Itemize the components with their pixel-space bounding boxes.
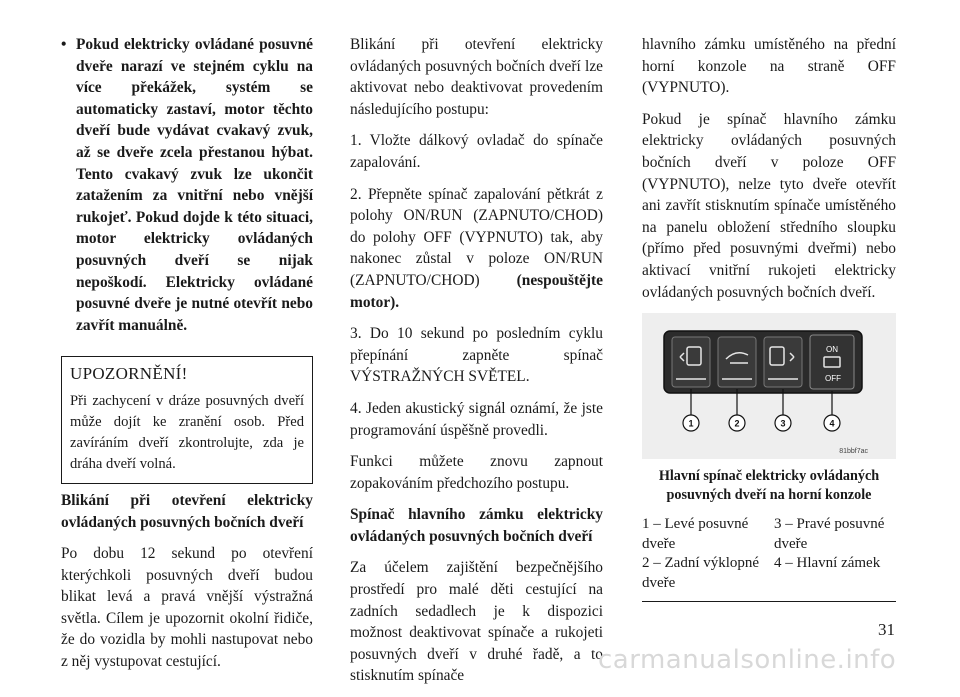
warning-box bbox=[61, 356, 313, 484]
legend-item-2: 2 – Zadní výklopné dveře bbox=[642, 555, 760, 591]
callout-1: 1 bbox=[688, 418, 694, 429]
switch-panel-figure bbox=[642, 313, 896, 459]
step-3: 3. Do 10 sekund po posledním cyklu přepínání zapněte spínač VÝSTRAŽNÝCH SVĚTEL. bbox=[350, 325, 603, 386]
legend-item-3: 3 – Pravé posuvné dveře bbox=[774, 516, 885, 552]
callout-circles bbox=[683, 415, 840, 431]
warning-title: UPOZORNĚNÍ! bbox=[70, 364, 188, 384]
repeat-paragraph: Funkci můžete znovu zapnout zopakováním předchozího postupu. bbox=[350, 453, 603, 492]
bullet-text: Pokud elektricky ovládané posuvné dveře narazí ve stejném cyklu na více překážek, systém se automaticky zastaví, motor těchto dveří bude vydávat cvakavý zvuk, až se dveře zcela přestanou hýbat. Tento cvakavý zvuk lze ukončit zatažením za vnitřní nebo vnější rukojeť. Pokud dojde k této situaci, motor elektricky ovládaných posuvných dveří se nijak nepoškodí. Elektricky ovládané posuvné dveře je nutné otevřít nebo zavřít manuálně. bbox=[76, 36, 313, 334]
page-number: 31 bbox=[878, 620, 895, 639]
figure-caption: Hlavní spínač elektricky ovládaných posuvných dveří na horní konzole bbox=[658, 468, 880, 504]
step-2 bbox=[350, 184, 603, 314]
intro-paragraph: Blikání při otevření elektricky ovládaných posuvných bočních dveří lze aktivovat nebo deaktivovat provedením následujícího postupu: bbox=[350, 36, 603, 118]
left-column bbox=[61, 34, 313, 683]
master-lock-paragraph: Za účelem zajištění bezpečnějšího prostředí pro malé děti cestující na zadních sedadlech je k dispozici možnost deaktivovat spínače a rukojeti posuvných dveří v druhé řadě, a to stisknutím spínače bbox=[350, 559, 603, 685]
section-heading-master-lock: Spínač hlavního zámku elektricky ovládaných posuvných bočních dveří bbox=[350, 506, 603, 545]
middle-column bbox=[350, 34, 603, 697]
figure-code: 81bbf7ac bbox=[839, 448, 868, 456]
bullet-dot: • bbox=[61, 36, 67, 53]
right-column bbox=[642, 34, 896, 602]
step-4: 4. Jeden akustický signál oznámí, že jste programování úspěšně provedli. bbox=[350, 399, 603, 439]
step-2-text: 2. Přepněte spínač zapalování pětkrát z polohy ON/RUN (ZAPNUTO/CHOD) do polohy OFF (VYPNUTO) tak, aby nakonec zůstal v poloze ON/RUN (ZAPNUTO/CHOD) bbox=[350, 185, 603, 289]
section-heading-flash: Blikání při otevření elektricky ovládaných posuvných bočních dveří bbox=[61, 491, 313, 531]
callout-4: 4 bbox=[829, 418, 835, 429]
watermark: carmanualsonline.info bbox=[598, 645, 897, 675]
legend-divider bbox=[642, 601, 896, 602]
on-label: ON bbox=[826, 345, 838, 355]
callout-2: 2 bbox=[734, 418, 740, 429]
legend-item-4: 4 – Hlavní zámek bbox=[774, 555, 881, 572]
master-off-paragraph: Pokud je spínač hlavního zámku elektricky ovládaných posuvných bočních dveří v poloze OFF (VYPNUTO), nelze tyto dveře otevřít ani zavřít stisknutím spínače umístěného na panelu obložení středního sloupku (přímo před posuvnými dveřmi) nebo aktivací vnitřní rukojeti elektricky ovládaných posuvných bočních dveří. bbox=[642, 110, 896, 301]
figure-legend bbox=[642, 515, 896, 593]
bullet-item bbox=[61, 34, 313, 336]
legend-item-1: 1 – Levé posuvné dveře bbox=[642, 516, 749, 552]
step-2-bold: (nespouštějte motor). bbox=[350, 271, 603, 311]
warning-text: Při zachycení v dráze posuvných dveří může dojít ke zranění osob. Před zavíráním dveří zkontrolujte, zda je dráha dveří volná. bbox=[70, 392, 304, 472]
flash-paragraph: Po dobu 12 sekund po otevření kterýchkoli posuvných dveří budou blikat levá a pravá vnější výstražná světla. Cílem je upozornit okolní řidiče, že do vozidla by mohli nastupovat nebo z něj vystupovat cestující. bbox=[61, 545, 313, 671]
switch-panel-illustration bbox=[642, 313, 896, 459]
continued-paragraph: hlavního zámku umístěného na přední horní konzole na straně OFF (VYPNUTO). bbox=[642, 36, 896, 97]
callout-3: 3 bbox=[780, 418, 786, 429]
off-label: OFF bbox=[825, 374, 841, 384]
step-1: 1. Vložte dálkový ovladač do spínače zapalování. bbox=[350, 132, 603, 171]
